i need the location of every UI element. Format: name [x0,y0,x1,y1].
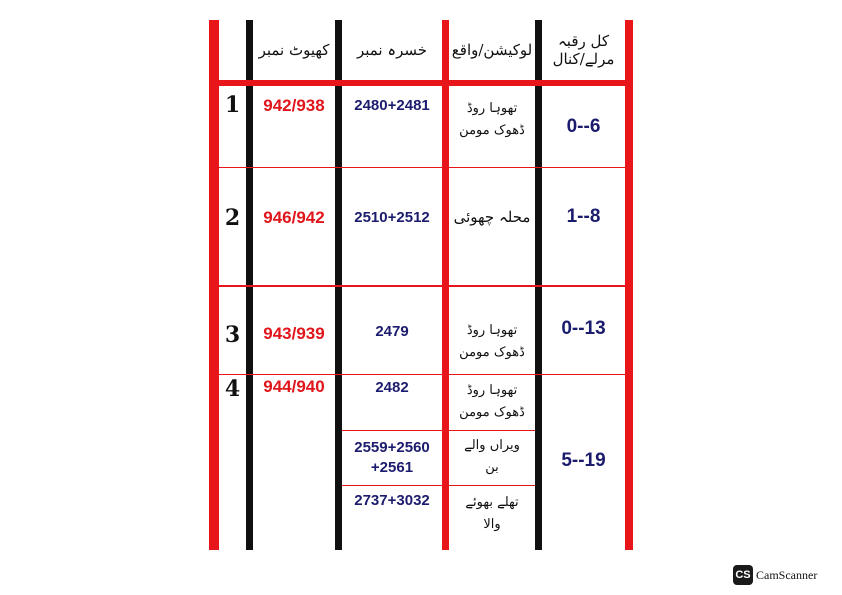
row-4c-location-line2: والا [483,517,501,532]
document-table [209,20,633,550]
row-4b-khasra [342,433,442,483]
header-khasra: خسرہ نمبر [356,41,428,59]
row-4-serial: 4 [224,376,241,402]
row-4a-location-line1: تھوہا روڈ [466,383,518,398]
row-3-location-line1: تھوہا روڈ [466,323,518,338]
header-location: لوکیشن/واقع [451,41,533,59]
row-4b-location-line2: بن [485,460,499,475]
row-4a-location-line2: ڈھوک مومن [459,405,525,420]
row-4c-location-line1: تھلے بھوئے [465,495,519,510]
row-divider [209,167,633,168]
row-1-location-line1: تھوہا روڈ [466,101,518,116]
row-divider [209,285,633,287]
header-khewat: کھیوٹ نمبر [258,41,330,59]
row-2-serial: 2 [224,205,241,231]
row-4a-khasra: 2482 [375,379,409,396]
row-2-khewat: 946/942 [263,208,325,227]
row-3-khewat: 943/939 [263,324,325,343]
row-1-khasra: 2480+2481 [354,97,430,114]
row-2-location: محلہ چھوئی [453,208,531,226]
row-3-total-area: 0--13 [561,318,606,339]
row-4b-khasra-line1: 2559+2560 [354,439,430,456]
row-3-serial: 3 [224,322,241,348]
row-1-khewat: 942/938 [263,96,325,115]
row-3-khasra: 2479 [375,323,409,340]
row-4c-location [449,486,535,542]
row-3-location [449,313,535,371]
camscanner-logo-icon: CS [733,565,753,585]
row-4c-khasra: 2737+3032 [354,492,430,509]
row-1-location-line2: ڈھوک مومن [459,123,525,138]
header-total-area-line2: مرلے/کنال [552,50,615,68]
row-1-total-area: 0--6 [566,116,601,137]
header-total-area-line1: کل رقبہ [558,32,609,50]
row-4b-location [449,431,535,483]
row-1-location [449,88,535,152]
header-divider [209,80,633,86]
row-3-location-line2: ڈھوک مومن [459,345,525,360]
row-4b-location-line1: ویراں والے [464,438,520,453]
row-4a-location [449,376,535,428]
camscanner-watermark: CamScanner [756,568,818,582]
row-2-total-area: 1--8 [566,206,601,227]
row-1-serial: 1 [224,92,241,118]
row-4b-khasra-line2: +2561 [370,459,414,476]
row-4-total-area: 5--19 [561,450,606,471]
header-total-area [542,22,625,78]
row-2-khasra: 2510+2512 [354,209,430,226]
row-4-khewat: 944/940 [263,377,325,396]
